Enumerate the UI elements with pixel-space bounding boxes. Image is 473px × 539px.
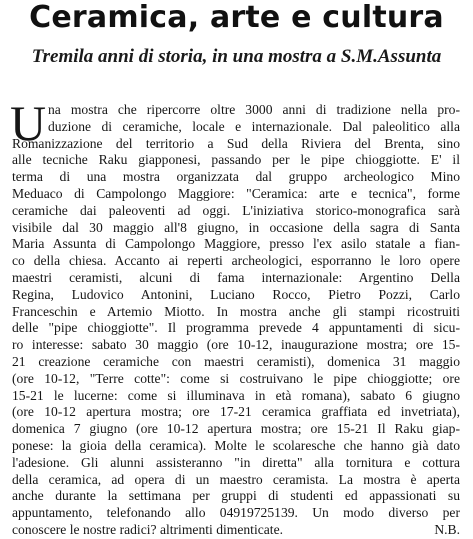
article-line: appuntamento, telefonando allo 04919725139. Un modo diverso per <box>12 505 460 521</box>
article-line: visibile dal 30 maggio all'8 giugno, in occasione della sagra di Santa <box>12 219 460 235</box>
article-line: duzione di ceramiche, locale e internazionale. Dal paleolitico alla <box>48 118 460 134</box>
article-line: Maria Assunta di Campolongo Maggiore, presso l'ex asilo statale a fian- <box>12 236 460 252</box>
headline: Ceramica, arte e cultura <box>29 0 444 35</box>
subtitle: Tremila anni di storia, in una mostra a S.M.Assunta <box>31 46 442 67</box>
article-line: terma di una mostra organizzata dal gruppo archeologico Mino <box>12 169 460 185</box>
article-line: Romanizzazione del territorio a Sud della Riviera del Brenta, sino <box>12 135 460 151</box>
article-line: alle tecniche Raku giapponesi, passando per le pipe chioggiotte. E' il <box>12 152 460 168</box>
author-signature: N.B. <box>434 521 460 537</box>
article-line: (ore 10-12, "Terre cotte": come si costruivano le pipe chioggiotte; ore <box>12 370 460 386</box>
article-line: na mostra che ripercorre oltre 3000 anni di tradizione nella pro- <box>48 102 460 117</box>
article-line: 21 creazione ceramiche con maestri ceramisti), domenica 31 maggio <box>12 353 460 369</box>
article-line: ro interesse: sabato 30 maggio (ore 10-12, inaugurazione mostra; ore 15- <box>12 337 460 353</box>
article-line: della ceramica, ad opera di un maestro ceramista. La mostra è aperta <box>12 471 460 487</box>
article-line: delle "pipe chioggiotte". Il programma prevede 4 appuntamenti di sicu- <box>12 320 460 336</box>
article-line: Franceschin e Artemio Miotto. In mostra anche gli stampi ricostruiti <box>12 303 460 319</box>
article-line: l'adesione. Gli alunni assisteranno "in diretta" alla tornitura e cottura <box>12 454 460 470</box>
article-line: 15-21 le lucerne: come si illuminava in età romana), sabato 6 giugno <box>12 387 460 403</box>
article-line: ceramiche dai paleoventi ad oggi. L'iniziativa storico-monografica sarà <box>12 202 460 218</box>
article-line: anche durante la settimana per gruppi di studenti ed appassionati su <box>12 488 460 504</box>
drop-cap: U <box>10 95 47 151</box>
article-line: ponese: la gioia della ceramica). Molte le scolaresche che hanno già dato <box>12 437 460 453</box>
article-closing-text: conoscere le nostre radici? altrimenti dimenticate. <box>12 521 283 537</box>
article-line: domenica 7 giugno (ore 10-12 apertura mostra; ore 15-21 Il Raku giap- <box>12 421 460 437</box>
article-line: (ore 10-12 apertura mostra; ore 17-21 ceramica graffiata ed invetriata), <box>12 404 460 420</box>
article-body <box>10 95 460 539</box>
article-last-line <box>12 522 460 539</box>
article-line: Regina, Ludovico Antonini, Luciano Rocco, Pietro Pozzi, Carlo <box>12 286 460 302</box>
article-line: Meduaco di Campolongo Maggiore: "Ceramica: arte e tecnica", forme <box>12 185 460 201</box>
article-line: co della chiesa. Accanto ai reperti archeologici, esporranno le loro opere <box>12 253 460 269</box>
article-line: maestri ceramisti, alcuni di fama internazionale: Argentino Della <box>12 269 460 285</box>
